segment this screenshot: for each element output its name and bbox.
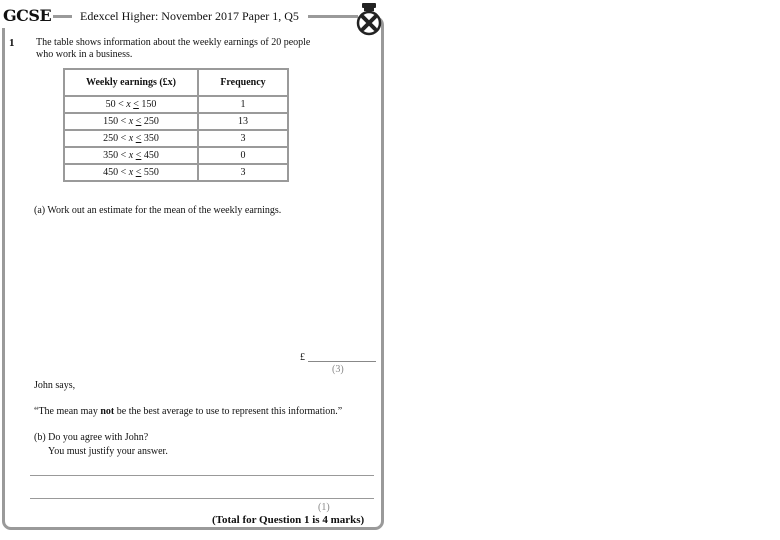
answer-line-b1[interactable] xyxy=(30,475,374,476)
maths-genie-logo-icon xyxy=(355,2,383,36)
earnings-class-cell xyxy=(64,164,198,181)
less-equal-sign: < xyxy=(135,133,142,144)
less-equal-sign: < xyxy=(135,167,142,178)
quote-end: be the best average to use to represent this information.” xyxy=(114,406,343,417)
john-says: John says, xyxy=(34,380,76,391)
less-than-sign: < xyxy=(120,116,127,127)
part-b-instruction: You must justify your answer. xyxy=(48,446,168,457)
upper-bound: 450 xyxy=(143,150,159,161)
brand-label: GCSE xyxy=(3,6,52,25)
question-intro xyxy=(36,37,356,61)
quote-emphasis: not xyxy=(100,406,115,417)
less-than-sign: < xyxy=(120,150,127,161)
less-equal-sign: < xyxy=(135,116,142,127)
marks-part-a: (3) xyxy=(332,364,344,375)
question-number: 1 xyxy=(9,37,15,49)
upper-bound: 250 xyxy=(143,116,159,127)
upper-bound: 550 xyxy=(143,167,159,178)
variable-x: x xyxy=(128,150,134,161)
header-rule-right xyxy=(308,15,358,18)
variable-x: x xyxy=(128,116,134,127)
less-equal-sign: < xyxy=(135,150,142,161)
lower-bound: 350 xyxy=(103,150,119,161)
frequency-cell: 3 xyxy=(198,164,288,181)
paper-title: Edexcel Higher: November 2017 Paper 1, Q5 xyxy=(80,9,299,23)
variable-x: x xyxy=(126,99,131,110)
total-marks: (Total for Question 1 is 4 marks) xyxy=(212,514,365,526)
part-a-question: (a) Work out an estimate for the mean of the weekly earnings. xyxy=(34,205,282,216)
variable-x: x xyxy=(128,133,134,144)
frequency-cell: 3 xyxy=(198,130,288,147)
table-header-row xyxy=(64,69,288,96)
table-row xyxy=(64,147,288,164)
earnings-class-cell xyxy=(64,113,198,130)
intro-line: The table shows information about the weekly earnings of 20 people xyxy=(36,37,311,48)
table-body xyxy=(64,96,288,181)
earnings-class-cell xyxy=(64,96,198,113)
frequency-cell: 0 xyxy=(198,147,288,164)
john-quote xyxy=(34,406,342,418)
earnings-class-cell xyxy=(64,147,198,164)
earnings-class-cell xyxy=(64,130,198,147)
frequency-cell: 13 xyxy=(198,113,288,130)
table-row xyxy=(64,164,288,181)
table-row xyxy=(64,113,288,130)
part-b-question: (b) Do you agree with John? xyxy=(34,432,149,443)
less-than-sign: < xyxy=(118,99,124,110)
lower-bound: 450 xyxy=(103,167,119,178)
frequency-cell: 1 xyxy=(198,96,288,113)
column-header-frequency: Frequency xyxy=(198,69,288,96)
answer-currency-symbol: £ xyxy=(300,352,305,363)
upper-bound: 150 xyxy=(141,99,157,110)
lower-bound: 250 xyxy=(103,133,119,144)
intro-line: who work in a business. xyxy=(36,49,133,60)
answer-line-b2[interactable] xyxy=(30,498,374,499)
table-row xyxy=(64,96,288,113)
marks-part-b: (1) xyxy=(318,502,330,513)
quote-start: “The mean may xyxy=(34,406,101,417)
lower-bound: 150 xyxy=(103,116,119,127)
less-than-sign: < xyxy=(120,167,127,178)
less-equal-sign: < xyxy=(133,99,139,110)
upper-bound: 350 xyxy=(143,133,159,144)
variable-x: x xyxy=(128,167,134,178)
header-rule-left xyxy=(53,15,72,18)
table-row xyxy=(64,130,288,147)
lower-bound: 50 xyxy=(105,99,116,110)
earnings-frequency-table xyxy=(63,68,289,182)
answer-line-a[interactable] xyxy=(308,361,376,362)
column-header-earnings: Weekly earnings (£x) xyxy=(64,69,198,96)
less-than-sign: < xyxy=(120,133,127,144)
